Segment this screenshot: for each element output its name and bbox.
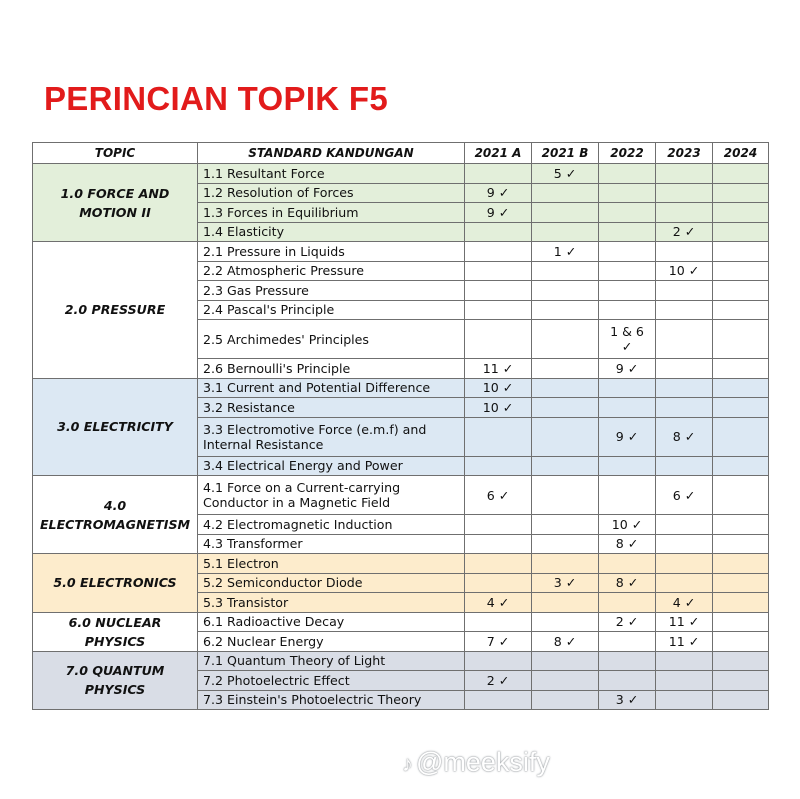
- standard-cell: 2.4 Pascal's Principle: [198, 300, 465, 320]
- year-cell: [465, 456, 532, 476]
- year-cell: [713, 164, 769, 184]
- table-row: [33, 476, 769, 515]
- year-cell: 1 & 6 ✓: [599, 320, 656, 359]
- header-2023: 2023: [656, 143, 713, 164]
- standard-cell: 2.6 Bernoulli's Principle: [198, 359, 465, 379]
- year-cell: [465, 242, 532, 262]
- year-cell: [599, 242, 656, 262]
- year-cell: [656, 203, 713, 223]
- year-cell: [599, 398, 656, 418]
- year-cell: [532, 671, 599, 691]
- year-cell: [713, 242, 769, 262]
- year-cell: [465, 612, 532, 632]
- standard-cell: 6.2 Nuclear Energy: [198, 632, 465, 652]
- year-cell: [713, 417, 769, 456]
- year-cell: 3 ✓: [532, 573, 599, 593]
- standard-cell: 2.2 Atmospheric Pressure: [198, 261, 465, 281]
- table-row: [33, 164, 769, 184]
- year-cell: [532, 612, 599, 632]
- year-cell: [599, 671, 656, 691]
- year-cell: 3 ✓: [599, 690, 656, 710]
- topic-cell: 2.0 PRESSURE: [33, 242, 198, 379]
- year-cell: [713, 671, 769, 691]
- standard-cell: 7.2 Photoelectric Effect: [198, 671, 465, 691]
- year-cell: 7 ✓: [465, 632, 532, 652]
- year-cell: [713, 534, 769, 554]
- year-cell: [713, 651, 769, 671]
- year-cell: 8 ✓: [656, 417, 713, 456]
- year-cell: [656, 164, 713, 184]
- year-cell: [656, 456, 713, 476]
- year-cell: [465, 164, 532, 184]
- year-cell: [532, 359, 599, 379]
- year-cell: [656, 378, 713, 398]
- year-cell: [713, 632, 769, 652]
- year-cell: [599, 300, 656, 320]
- year-cell: [465, 261, 532, 281]
- year-cell: 2 ✓: [465, 671, 532, 691]
- standard-cell: 3.4 Electrical Energy and Power: [198, 456, 465, 476]
- year-cell: [713, 300, 769, 320]
- year-cell: 5 ✓: [532, 164, 599, 184]
- standard-cell: 4.3 Transformer: [198, 534, 465, 554]
- year-cell: [656, 300, 713, 320]
- year-cell: [532, 651, 599, 671]
- year-cell: [713, 476, 769, 515]
- year-cell: 8 ✓: [532, 632, 599, 652]
- topic-cell: 3.0 ELECTRICITY: [33, 378, 198, 476]
- standard-cell: 7.1 Quantum Theory of Light: [198, 651, 465, 671]
- topic-cell: 1.0 FORCE AND MOTION II: [33, 164, 198, 242]
- year-cell: 1 ✓: [532, 242, 599, 262]
- standard-cell: 4.2 Electromagnetic Induction: [198, 515, 465, 535]
- year-cell: 4 ✓: [656, 593, 713, 613]
- year-cell: [599, 261, 656, 281]
- year-cell: [713, 222, 769, 242]
- year-cell: [656, 242, 713, 262]
- topic-cell: 6.0 NUCLEAR PHYSICS: [33, 612, 198, 651]
- year-cell: 2 ✓: [656, 222, 713, 242]
- standard-cell: 6.1 Radioactive Decay: [198, 612, 465, 632]
- year-cell: [599, 164, 656, 184]
- year-cell: [532, 183, 599, 203]
- year-cell: 9 ✓: [465, 183, 532, 203]
- year-cell: [465, 222, 532, 242]
- year-cell: [465, 534, 532, 554]
- tiktok-icon: ♪: [402, 751, 413, 776]
- year-cell: [532, 281, 599, 301]
- year-cell: [713, 359, 769, 379]
- year-cell: 10 ✓: [599, 515, 656, 535]
- year-cell: [465, 573, 532, 593]
- year-cell: [656, 281, 713, 301]
- year-cell: [656, 183, 713, 203]
- year-cell: [599, 554, 656, 574]
- year-cell: 2 ✓: [599, 612, 656, 632]
- year-cell: [713, 378, 769, 398]
- topic-breakdown-table: [32, 142, 769, 710]
- year-cell: [599, 281, 656, 301]
- year-cell: [599, 203, 656, 223]
- year-cell: 10 ✓: [465, 398, 532, 418]
- year-cell: [532, 378, 599, 398]
- year-cell: [656, 671, 713, 691]
- year-cell: [532, 515, 599, 535]
- year-cell: [599, 651, 656, 671]
- table-row: [33, 554, 769, 574]
- year-cell: [532, 300, 599, 320]
- year-cell: [656, 359, 713, 379]
- year-cell: [532, 320, 599, 359]
- year-cell: 10 ✓: [656, 261, 713, 281]
- standard-cell: 1.4 Elasticity: [198, 222, 465, 242]
- header-2022: 2022: [599, 143, 656, 164]
- page-title: PERINCIAN TOPIK F5: [44, 80, 389, 117]
- standard-cell: 1.2 Resolution of Forces: [198, 183, 465, 203]
- year-cell: 11 ✓: [465, 359, 532, 379]
- standard-cell: 2.1 Pressure in Liquids: [198, 242, 465, 262]
- year-cell: [532, 456, 599, 476]
- year-cell: [656, 320, 713, 359]
- year-cell: [532, 222, 599, 242]
- year-cell: [713, 690, 769, 710]
- standard-cell: 5.2 Semiconductor Diode: [198, 573, 465, 593]
- header-row: [33, 143, 769, 164]
- year-cell: [532, 417, 599, 456]
- year-cell: [656, 534, 713, 554]
- year-cell: [465, 281, 532, 301]
- year-cell: [465, 417, 532, 456]
- table-row: [33, 378, 769, 398]
- year-cell: [599, 632, 656, 652]
- year-cell: [713, 261, 769, 281]
- year-cell: 4 ✓: [465, 593, 532, 613]
- year-cell: [713, 554, 769, 574]
- table-row: [33, 242, 769, 262]
- year-cell: [713, 515, 769, 535]
- year-cell: 10 ✓: [465, 378, 532, 398]
- watermark: [402, 747, 550, 778]
- year-cell: [599, 456, 656, 476]
- standard-cell: 5.1 Electron: [198, 554, 465, 574]
- standard-cell: 7.3 Einstein's Photoelectric Theory: [198, 690, 465, 710]
- year-cell: [465, 690, 532, 710]
- year-cell: [465, 554, 532, 574]
- year-cell: [532, 534, 599, 554]
- year-cell: [599, 222, 656, 242]
- header-standard: STANDARD KANDUNGAN: [198, 143, 465, 164]
- year-cell: [713, 456, 769, 476]
- standard-cell: 1.3 Forces in Equilibrium: [198, 203, 465, 223]
- year-cell: [713, 573, 769, 593]
- year-cell: [532, 261, 599, 281]
- table-row: [33, 651, 769, 671]
- standard-cell: 3.1 Current and Potential Difference: [198, 378, 465, 398]
- year-cell: [656, 573, 713, 593]
- standard-cell: 2.3 Gas Pressure: [198, 281, 465, 301]
- watermark-handle: @meeksify: [416, 747, 550, 777]
- year-cell: [465, 320, 532, 359]
- standard-cell: 3.3 Electromotive Force (e.m.f) and Internal Resistance: [198, 417, 465, 456]
- topic-cell: 4.0 ELECTROMAGNETISM: [33, 476, 198, 554]
- standard-cell: 2.5 Archimedes' Principles: [198, 320, 465, 359]
- topic-cell: 7.0 QUANTUM PHYSICS: [33, 651, 198, 710]
- standard-cell: 1.1 Resultant Force: [198, 164, 465, 184]
- table-row: [33, 612, 769, 632]
- year-cell: [713, 183, 769, 203]
- year-cell: [599, 183, 656, 203]
- year-cell: [656, 554, 713, 574]
- year-cell: [532, 593, 599, 613]
- year-cell: [532, 398, 599, 418]
- year-cell: [713, 612, 769, 632]
- year-cell: [713, 593, 769, 613]
- year-cell: 8 ✓: [599, 573, 656, 593]
- topic-cell: 5.0 ELECTRONICS: [33, 554, 198, 613]
- header-2021b: 2021 B: [532, 143, 599, 164]
- year-cell: [656, 515, 713, 535]
- year-cell: [656, 690, 713, 710]
- year-cell: [656, 398, 713, 418]
- header-2024: 2024: [713, 143, 769, 164]
- year-cell: 11 ✓: [656, 612, 713, 632]
- year-cell: [713, 281, 769, 301]
- year-cell: 6 ✓: [656, 476, 713, 515]
- year-cell: [532, 203, 599, 223]
- year-cell: [599, 476, 656, 515]
- standard-cell: 5.3 Transistor: [198, 593, 465, 613]
- header-topic: TOPIC: [33, 143, 198, 164]
- year-cell: [465, 651, 532, 671]
- year-cell: [532, 554, 599, 574]
- year-cell: [532, 690, 599, 710]
- year-cell: [465, 515, 532, 535]
- year-cell: 9 ✓: [599, 417, 656, 456]
- standard-cell: 4.1 Force on a Current-carrying Conductor in a Magnetic Field: [198, 476, 465, 515]
- year-cell: [599, 378, 656, 398]
- year-cell: 9 ✓: [599, 359, 656, 379]
- year-cell: [656, 651, 713, 671]
- year-cell: [713, 320, 769, 359]
- year-cell: [465, 300, 532, 320]
- year-cell: [713, 398, 769, 418]
- year-cell: [599, 593, 656, 613]
- year-cell: [532, 476, 599, 515]
- year-cell: 6 ✓: [465, 476, 532, 515]
- standard-cell: 3.2 Resistance: [198, 398, 465, 418]
- year-cell: 9 ✓: [465, 203, 532, 223]
- year-cell: 11 ✓: [656, 632, 713, 652]
- year-cell: 8 ✓: [599, 534, 656, 554]
- year-cell: [713, 203, 769, 223]
- header-2021a: 2021 A: [465, 143, 532, 164]
